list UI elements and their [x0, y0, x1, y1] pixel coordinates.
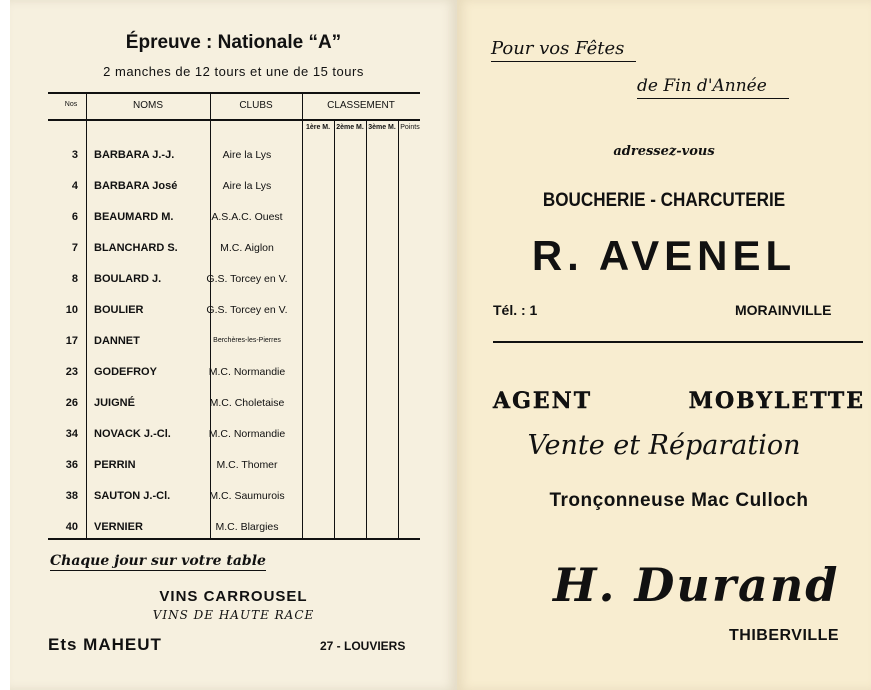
row-club: M.C. Choletaise [209, 397, 285, 409]
table-row [48, 211, 420, 231]
louviers-address: 27 - LOUVIERS [320, 639, 406, 653]
row-num: 10 [65, 304, 78, 316]
row-name: BLANCHARD S. [94, 242, 178, 254]
row-num: 7 [71, 242, 78, 254]
table-row [48, 304, 420, 324]
header-classement: CLASSEMENT [327, 100, 395, 111]
row-num: 6 [71, 211, 78, 223]
telephone: Tél. : 1 [493, 302, 538, 318]
morainville-location: MORAINVILLE [735, 302, 832, 318]
row-name: VERNIER [94, 521, 143, 533]
subheader-m1: 1ère M. [305, 124, 331, 131]
agent-word: AGENT [493, 388, 593, 414]
subheader-points: Points [400, 124, 420, 131]
table-row [48, 459, 420, 479]
fete-line-1: Pour vos Fêtes [491, 38, 636, 62]
row-num: 38 [65, 490, 78, 502]
row-name: DANNET [94, 335, 140, 347]
mobylette-word: MOBYLETTE [688, 388, 865, 414]
row-num: 36 [65, 459, 78, 471]
row-name: BOULARD J. [94, 273, 162, 285]
row-club: M.C. Normandie [208, 428, 286, 440]
row-name: NOVACK J.-Cl. [94, 428, 171, 440]
row-club: Berchères-les-Pierres [213, 337, 281, 344]
row-name: JUIGNÉ [94, 397, 135, 409]
row-num: 4 [71, 180, 78, 192]
row-club: Aire la Lys [222, 149, 272, 161]
header-clubs: CLUBS [239, 100, 273, 111]
row-name: BEAUMARD M. [94, 211, 174, 223]
row-club: M.C. Thomer [216, 459, 278, 471]
promo-line: Chaque jour sur votre table [50, 553, 266, 569]
row-name: BARBARA J.-J. [94, 149, 175, 161]
vins-brand: VINS CARROUSEL [159, 588, 308, 605]
subheader-m3: 3ème M. [368, 124, 396, 131]
row-club: G.S. Torcey en V. [206, 304, 288, 316]
adressez-text: adressez-vous [613, 144, 715, 159]
table-row [48, 521, 420, 541]
durand-name: H. Durand [553, 558, 840, 612]
header-noms: NOMS [133, 100, 163, 111]
row-num: 17 [65, 335, 78, 347]
row-club: M.C. Blargies [215, 521, 279, 533]
results-table [48, 92, 420, 540]
right-page [457, 0, 871, 690]
table-row [48, 428, 420, 448]
fete-line-2: de Fin d'Année [637, 76, 789, 99]
row-club: Aire la Lys [222, 180, 272, 192]
header-num: Nos [64, 101, 78, 108]
left-page [10, 0, 457, 690]
table-row [48, 335, 420, 355]
subheader-m2: 2ème M. [336, 124, 364, 131]
row-name: PERRIN [94, 459, 136, 471]
row-num: 3 [71, 149, 78, 161]
table-row [48, 180, 420, 200]
divider [493, 341, 863, 343]
vins-tagline: VINS DE HAUTE RACE [152, 608, 315, 622]
tronconneuse-text: Tronçonneuse Mac Culloch [549, 490, 809, 511]
agent-heading [493, 388, 865, 414]
row-club: M.C. Normandie [208, 366, 286, 378]
table-row [48, 490, 420, 510]
thiberville-location: THIBERVILLE [729, 627, 840, 644]
table-row [48, 242, 420, 262]
row-num: 26 [65, 397, 78, 409]
table-row [48, 366, 420, 386]
row-name: SAUTON J.-Cl. [94, 490, 171, 502]
row-num: 40 [65, 521, 78, 533]
event-subtitle: 2 manches de 12 tours et une de 15 tours [103, 64, 364, 79]
row-name: BOULIER [94, 304, 144, 316]
row-club: M.C. Aiglon [220, 242, 274, 254]
row-club: G.S. Torcey en V. [206, 273, 288, 285]
boucherie-heading: BOUCHERIE - CHARCUTERIE [542, 190, 786, 211]
event-title: Épreuve : Nationale “A” [125, 32, 342, 53]
table-row [48, 273, 420, 293]
table-row [48, 149, 420, 169]
ets-name: Ets MAHEUT [48, 635, 162, 654]
row-club: M.C. Saumurois [209, 490, 285, 502]
avenel-name: R. AVENEL [531, 232, 797, 279]
vente-reparation: Vente et Réparation [527, 430, 801, 461]
row-num: 23 [65, 366, 78, 378]
row-num: 8 [71, 273, 78, 285]
row-num: 34 [65, 428, 78, 440]
table-row [48, 397, 420, 417]
row-club: A.S.A.C. Ouest [211, 211, 283, 223]
row-name: BARBARA José [94, 180, 178, 192]
row-name: GODEFROY [94, 366, 157, 378]
